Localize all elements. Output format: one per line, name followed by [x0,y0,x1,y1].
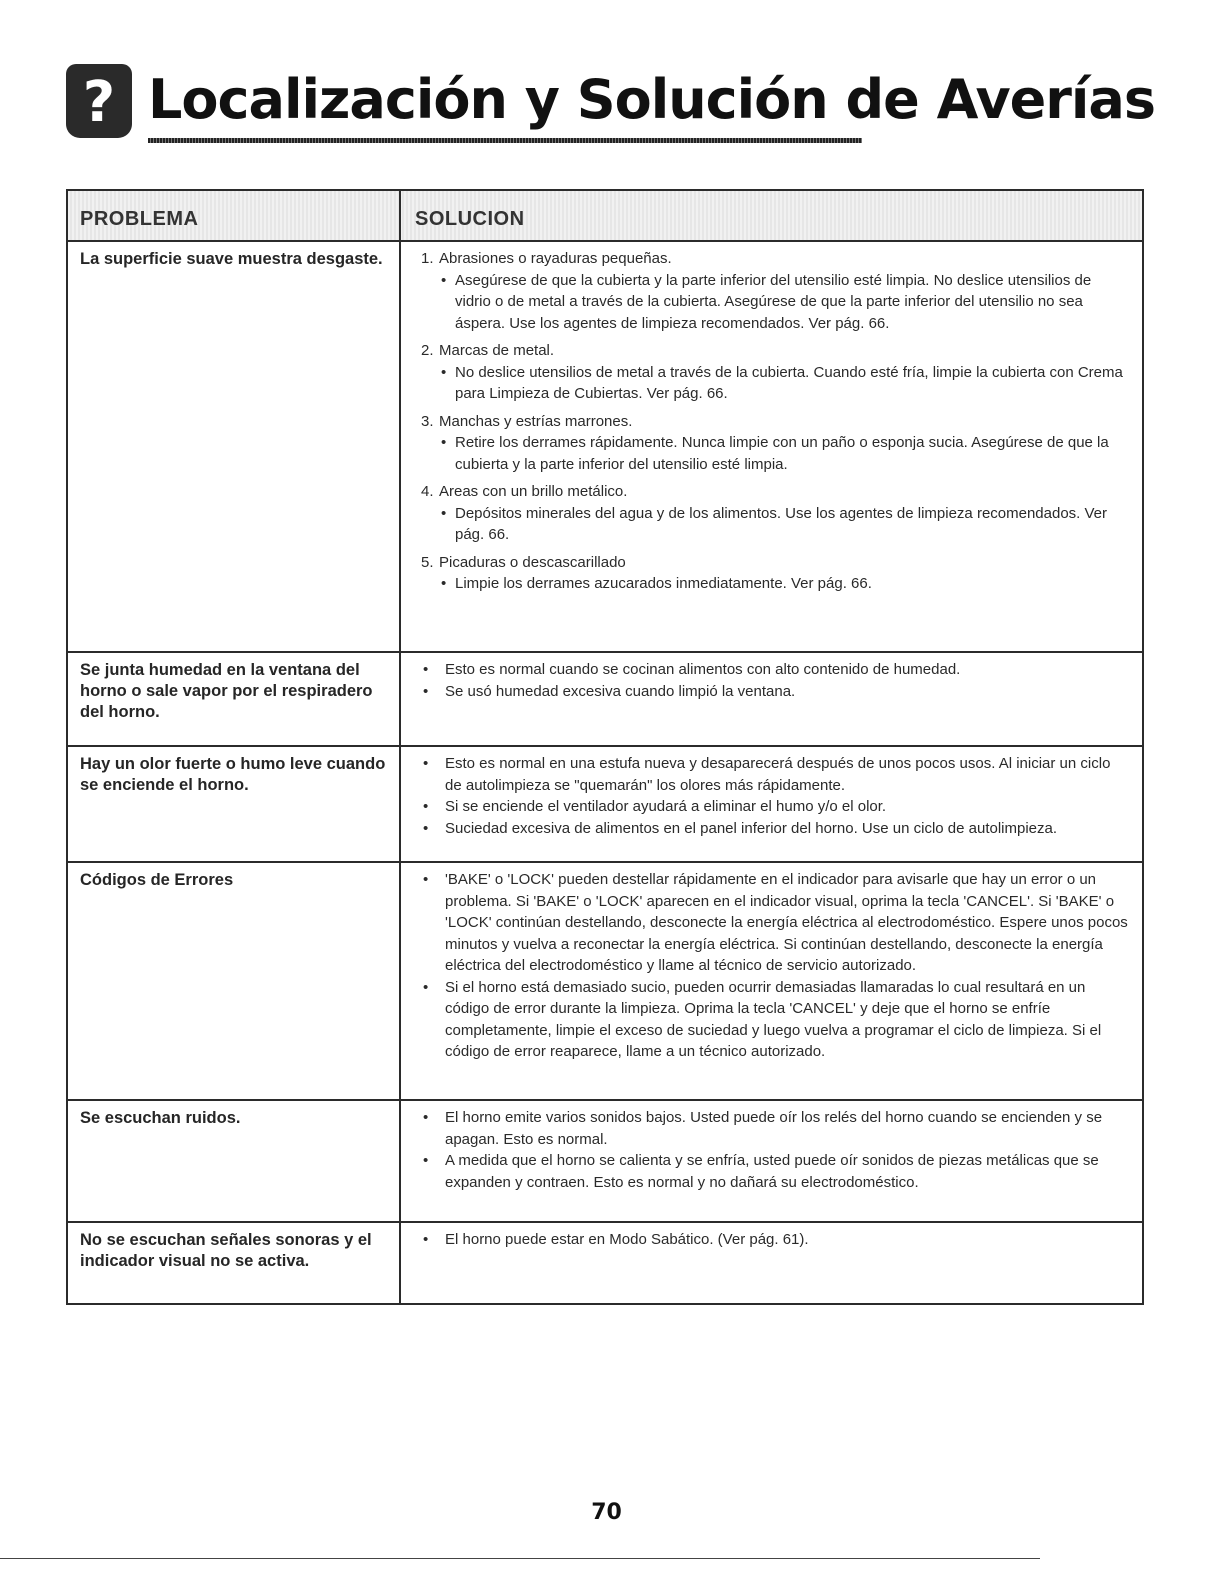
title-underline [148,138,862,143]
solution-item: 4. Areas con un brillo metálico. • Depósitos minerales del agua y de los alimentos. Use los agentes de limpieza recomendados. Ver pág. 66. [421,481,1130,546]
problem-cell: Se escuchan ruidos. [68,1101,401,1221]
solution-bullet: • El horno puede estar en Modo Sabático. (Ver pág. 61). [421,1229,1130,1251]
problem-cell: Códigos de Errores [68,863,401,1099]
problem-cell: Hay un olor fuerte o humo leve cuando se enciende el horno. [68,747,401,861]
table-row [68,863,1142,1101]
question-mark-icon: ? [66,64,132,138]
solution-bullet: • Esto es normal en una estufa nueva y desaparecerá después de unos pocos usos. Al iniciar un ciclo de autolimpieza se "quemarán" los olores más rápidamente. [421,753,1130,796]
column-header-solution: SOLUCION [415,208,525,230]
solution-cell [401,1101,1142,1221]
solution-bullet: • Esto es normal cuando se cocinan alimentos con alto contenido de humedad. [421,659,1130,681]
solution-bullet: • Si se enciende el ventilador ayudará a eliminar el humo y/o el olor. [421,796,1130,818]
solution-cell [401,242,1142,651]
problem-cell: No se escuchan señales sonoras y el indicador visual no se activa. [68,1223,401,1303]
footer-rule [0,1558,1040,1559]
table-row [68,1101,1142,1223]
solution-bullet: • Si el horno está demasiado sucio, pueden ocurrir demasiadas llamaradas lo cual resultará en un código de error durante la limpieza. Oprima la tecla 'CANCEL' y deje que el horno se enfríe completamente, limpie el exceso de suciedad y luego vuelva a programar el ciclo de limpieza. Si el código de error reaparece, llame a un técnico autorizado. [421,977,1130,1063]
table-row [68,1223,1142,1303]
table-header [68,191,1142,242]
table-row [68,747,1142,863]
solution-bullet: • Se usó humedad excesiva cuando limpió la ventana. [421,681,1130,703]
solution-bullet: • El horno emite varios sonidos bajos. Usted puede oír los relés del horno cuando se encienden y se apagan. Esto es normal. [421,1107,1130,1150]
solution-item: 1. Abrasiones o rayaduras pequeñas. • Asegúrese de que la cubierta y la parte inferior del utensilio esté limpia. No deslice utensilios de vidrio o de metal a través de la cubierta. Asegúrese de que la parte inferior del utensilio no sea áspera. Use los agentes de limpieza recomendados. Ver pág. 66. [421,248,1130,334]
solution-item: 5. Picaduras o descascarillado • Limpie los derrames azucarados inmediatamente. Ver pág. 66. [421,552,1130,595]
page-title: Localización y Solución de Averías [148,68,1156,131]
solution-bullet: • Suciedad excesiva de alimentos en el panel inferior del horno. Use un ciclo de autolimpieza. [421,818,1130,840]
table-row [68,653,1142,747]
page-header [66,58,1156,154]
solution-item: 2. Marcas de metal. • No deslice utensilios de metal a través de la cubierta. Cuando esté fría, limpie la cubierta con Crema para Limpieza de Cubiertas. Ver pág. 66. [421,340,1130,405]
troubleshooting-table [66,189,1144,1305]
table-row [68,242,1142,653]
solution-cell [401,863,1142,1099]
page-number: 70 [591,1500,622,1525]
solution-item: 3. Manchas y estrías marrones. • Retire los derrames rápidamente. Nunca limpie con un paño o esponja sucia. Asegúrese de que la cubierta y la parte inferior del utensilio esté limpia. [421,411,1130,476]
solution-cell [401,747,1142,861]
column-header-problem: PROBLEMA [68,191,401,240]
solution-cell [401,653,1142,745]
solution-bullet: • 'BAKE' o 'LOCK' pueden destellar rápidamente en el indicador para avisarle que hay un error o un problema. Si 'BAKE' o 'LOCK' aparecen en el indicador visual, oprima la tecla 'CANCEL'. Si 'BAKE' o 'LOCK' continúan destellando, desconecte la energía eléctrica al electrodoméstico. Espere unos pocos minutos y vuelva a reconectar la energía eléctrica. Si continúan destellando, desconecte la energía eléctrica del electrodoméstico y llame al técnico de servicio autorizado. [421,869,1130,977]
solution-cell [401,1223,1142,1303]
problem-cell: La superficie suave muestra desgaste. [68,242,401,651]
solution-bullet: • A medida que el horno se calienta y se enfría, usted puede oír sonidos de piezas metálicas que se expanden y contraen. Esto es normal y no dañará su electrodoméstico. [421,1150,1130,1193]
problem-cell: Se junta humedad en la ventana del horno o sale vapor por el respiradero del horno. [68,653,401,745]
